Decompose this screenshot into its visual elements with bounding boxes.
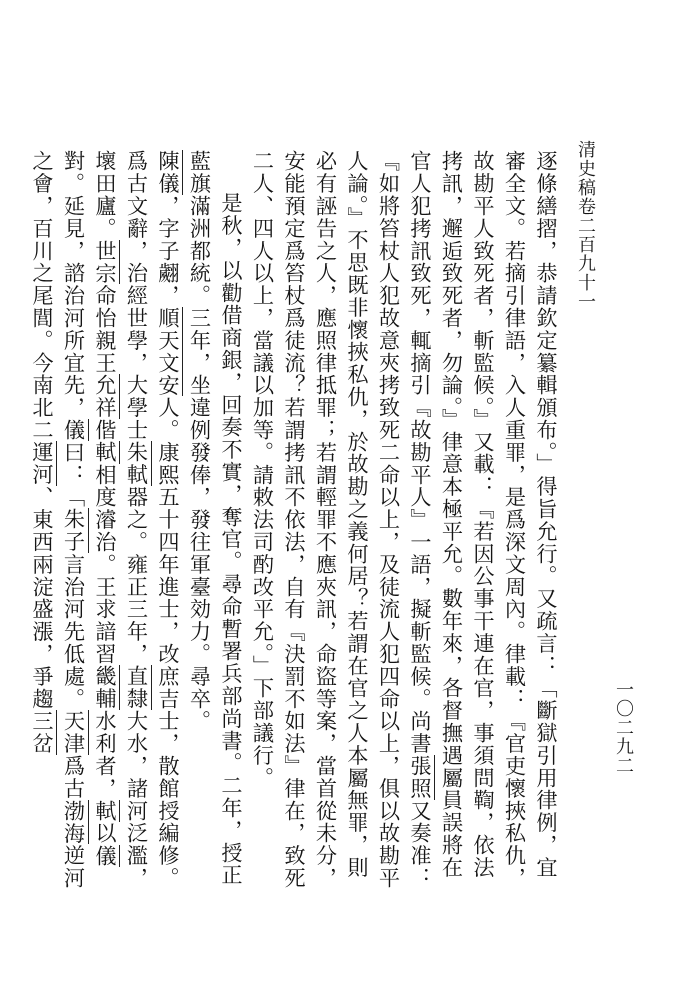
text-run: 水利者， — [93, 710, 118, 800]
proper-noun: 畿輔 — [93, 665, 118, 711]
text-run: 以 — [93, 822, 118, 845]
proper-noun: 儀 — [61, 418, 87, 442]
proper-noun: 陳儀 — [156, 150, 181, 195]
running-header: 清史稿卷二百九十一 — [575, 140, 596, 311]
text-run: 對。延見，諮治河所宜先， — [61, 150, 87, 419]
proper-noun: 運河 — [30, 441, 55, 487]
text-run: ，字子翽， — [156, 194, 181, 307]
text-run: 相度濬治。王求諳習 — [93, 463, 118, 666]
text-run: 逆河之會，百川之尾閭。今南北二 — [30, 150, 87, 890]
proper-noun: 三岔 — [30, 710, 55, 755]
text-run: 言治河先低處。 — [61, 553, 87, 711]
paragraph-3 — [27, 150, 185, 900]
text-run: 、東西兩淀盛漲，爭趨 — [30, 486, 55, 711]
proper-noun: 天津 — [61, 710, 87, 755]
text-run: 又奏准：『如將笞杖人犯故意夾拷致死二命以上，及徒流人犯四命以上，俱以故勘平人論。』不思既非懷挾私仇，於故勘之義何居？若謂在官之人本屬無罪，則必有誣告之人，應照律抵罪；若謂輕罪不應夾訊，命盜等案，當首從未分，安能預定爲笞杖爲徒流？若謂拷訊不依法，自有『決罰不如法』律在，致死二人、四人以上，當議以加等。請敕法司酌改平允。」下部議行。 — [250, 150, 433, 890]
proper-noun: 渤海 — [61, 799, 87, 845]
proper-noun: 軾 — [93, 441, 118, 464]
proper-noun: 朱子 — [61, 508, 87, 554]
proper-noun: 張照 — [408, 754, 433, 800]
text-run: 大水，諸河泛濫，壞田廬。 — [93, 150, 150, 890]
proper-noun: 順天文安 — [156, 306, 181, 397]
text-run: 偕 — [93, 418, 118, 442]
text-run: 曰：「 — [61, 441, 87, 509]
page-edge — [664, 0, 681, 60]
body-text — [30, 150, 562, 900]
proper-noun: 朱軾 — [124, 441, 150, 487]
text-run: 器之。雍正三年， — [124, 486, 150, 666]
text-run: 人。康熙五十四年進士，改庶吉士，散館授編修。爲古文辭，治經世學，大學士 — [124, 150, 181, 890]
paragraph-1 — [247, 150, 562, 900]
proper-noun: 軾 — [93, 799, 118, 823]
text-run: 命怡親王 — [93, 284, 118, 375]
paragraph-2: 是秋，以勸借商銀，回奏不實，奪官。尋命暫署兵部尚書。二年，授正藍旗滿洲都統。三年，坐違例發俸，發往軍臺効力。尋卒。 — [187, 150, 244, 887]
text-run: 逐條繕摺，恭請欽定纂輯頒布。」得旨允行。又疏言：「斷獄引用律例，宜審全文。若摘引律語，入人重罪，是爲深文周內。律載：『官吏懷挾私仇，故勘平人致死者，斬監候。』又載：『若因公事干連在官，事須問鞫，依法拷訊，邂逅致死者，勿論。』律意本極平允。數年來，各督撫遇屬員誤將在官人犯拷訊致死，輒摘引『故勘平人』一語，擬斬監候。尚書 — [408, 150, 559, 890]
proper-noun: 允祥 — [93, 374, 118, 419]
text-run: 爲古 — [61, 754, 87, 800]
proper-noun: 直隸 — [124, 665, 150, 711]
page-number: 一〇二九二 — [613, 680, 634, 775]
proper-noun: 儀 — [93, 844, 118, 867]
proper-noun: 世宗 — [93, 239, 118, 285]
